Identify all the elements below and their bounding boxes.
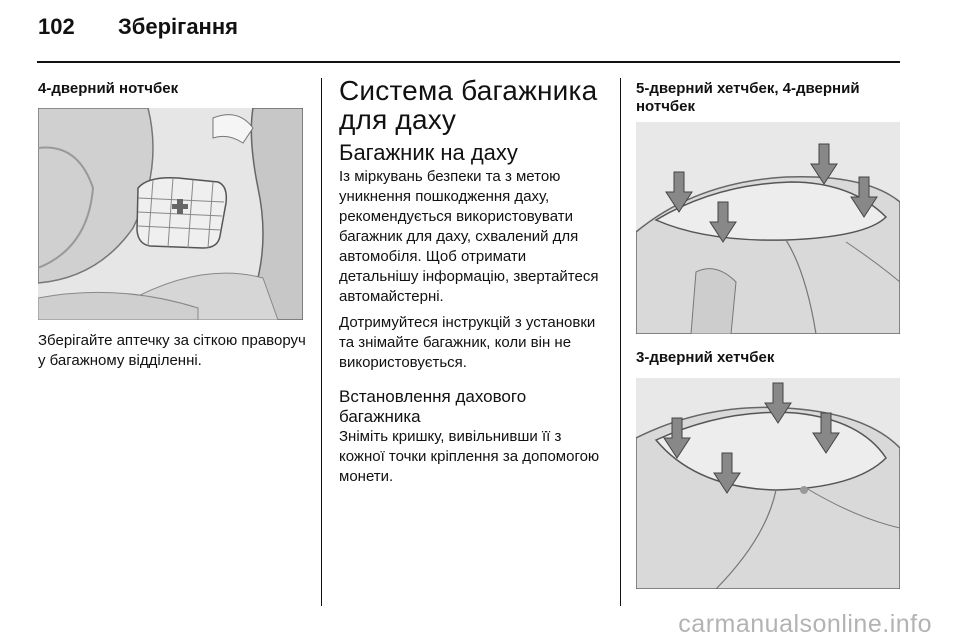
column-divider-2 — [620, 78, 621, 606]
subsection-title: Багажник на даху — [339, 140, 518, 165]
column-2 — [339, 76, 607, 487]
roof-5door-illustration — [636, 122, 900, 334]
roof-3door-illustration — [636, 378, 900, 589]
subtitle-4door-notchback: 4-дверний нотчбек — [38, 80, 179, 97]
subtitle-3door-hatchback: 3-дверний хетчбек — [636, 349, 775, 366]
paragraph-safety: Із міркувань безпеки та з метою уникнення пошкодження даху, рекомендується використовувати багажник для даху, схвалений для автомобіля. Щоб отримати детальнішу інформацію, звертайтеся автомайстерні. — [339, 168, 599, 305]
column-1 — [38, 80, 306, 98]
paragraph-instructions: Дотримуйтеся інструкцій з установки та знімайте багажник, коли він не використовується. — [339, 314, 596, 371]
page-header — [0, 0, 960, 60]
subtitle-5door-hatchback: 5-дверний хетчбек, 4-дверний нотчбек — [636, 80, 860, 115]
first-aid-kit-illustration — [38, 108, 303, 320]
watermark: carmanualsonline.info — [678, 610, 932, 638]
section-title: Система багажника для даху — [339, 75, 598, 135]
column-1-caption — [38, 331, 306, 371]
column-3-subtitle-2 — [636, 349, 904, 367]
page-title: Зберігання — [118, 14, 238, 39]
column-divider-1 — [321, 78, 322, 606]
subheading-installation: Встановлення дахового багажника — [339, 387, 527, 426]
paragraph-remove-cover: Зніміть кришку, вивільнивши її з кожної точки кріплення за допомогою монети. — [339, 428, 600, 485]
caption-first-aid: Зберігайте аптечку за сіткою праворуч у багажному відділенні. — [38, 332, 306, 369]
header-divider — [37, 61, 900, 63]
page-number: 102 — [38, 14, 75, 39]
column-3 — [636, 80, 904, 116]
